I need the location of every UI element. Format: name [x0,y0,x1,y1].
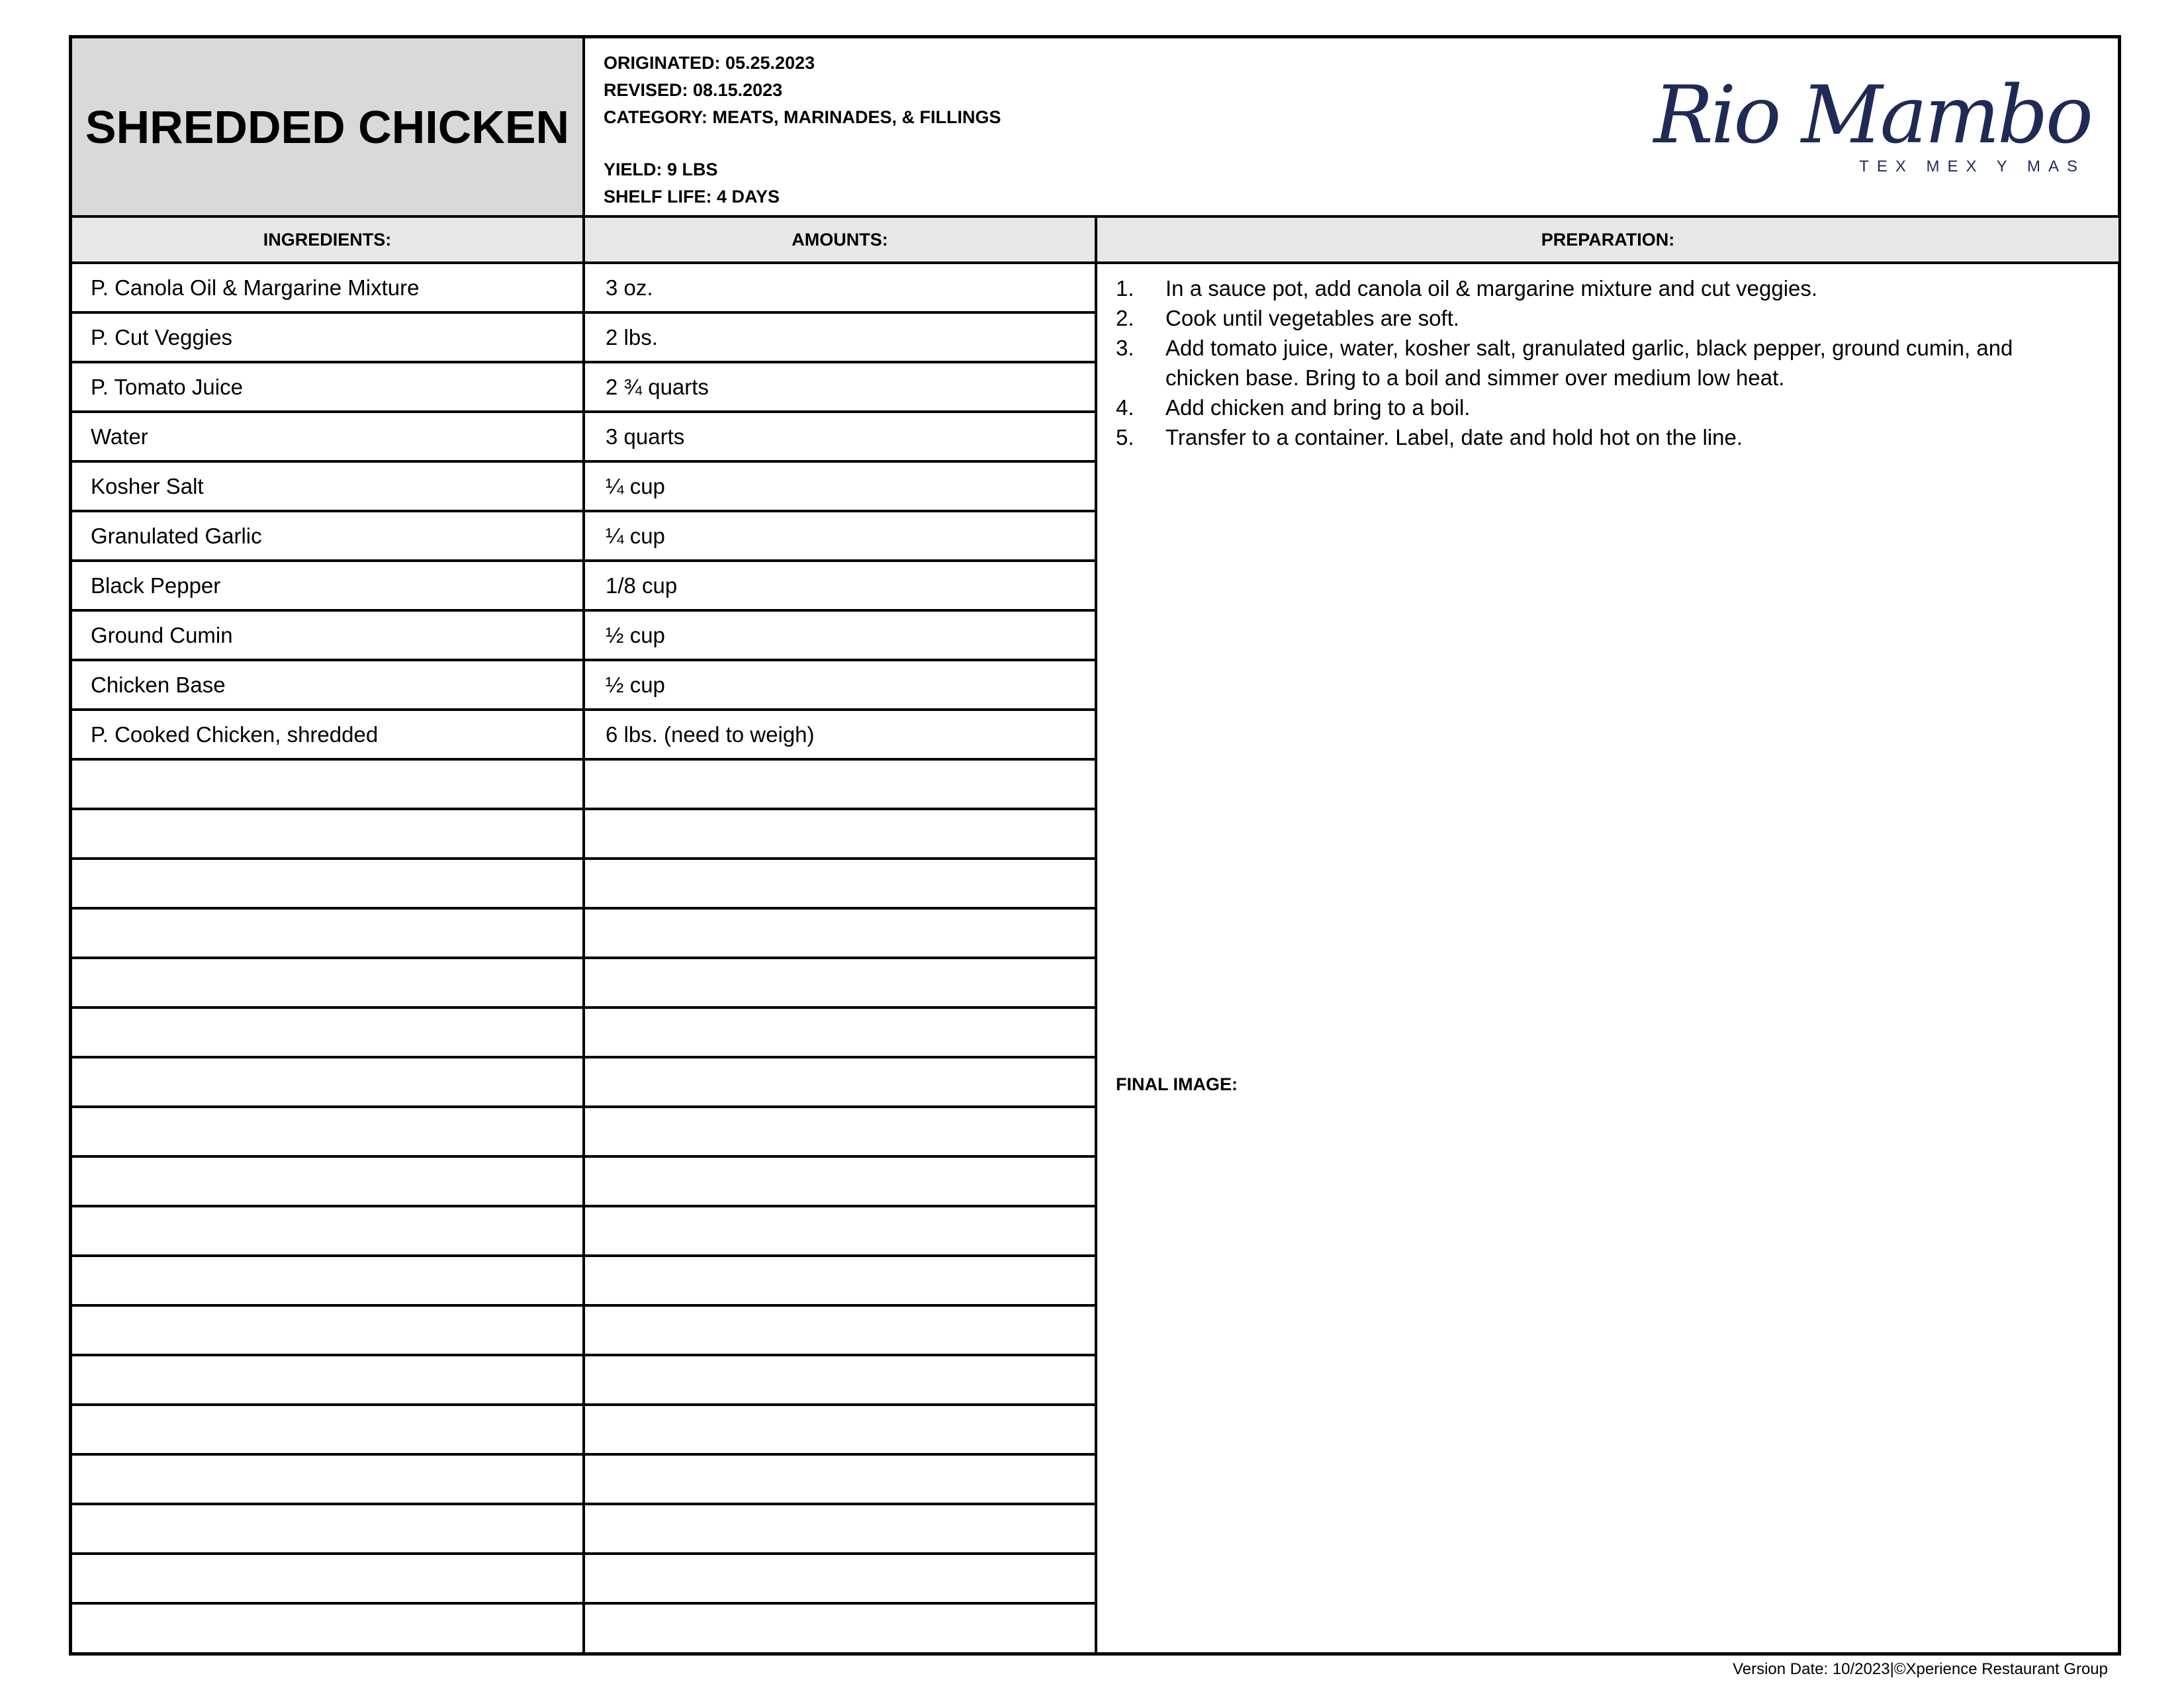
table-row [72,562,1097,612]
recipe-card [69,35,2121,1656]
amount-cell: ½ cup [585,661,1097,708]
ingredient-cell: Kosher Salt [72,463,585,510]
amount-cell [585,860,1097,907]
amount-cell [585,1356,1097,1403]
ingredient-cell: P. Cooked Chicken, shredded [72,711,585,758]
ingredient-cell [72,1108,585,1155]
ingredient-cell [72,1605,585,1654]
table-row [72,1307,1097,1356]
preparation-steps [1116,273,2089,452]
preparation-step [1116,273,2089,303]
logo-tagline: TEX MEX Y MAS [1859,158,2085,175]
ingredient-cell [72,810,585,857]
amount-cell: 6 lbs. (need to weigh) [585,711,1097,758]
ingredients-header: INGREDIENTS: [72,218,585,264]
ingredient-cell: Ground Cumin [72,612,585,659]
table-row [72,264,1097,314]
ingredient-cell [72,1555,585,1602]
version-footer: Version Date: 10/2023|©Xperience Restaurant Group [1733,1660,2108,1678]
step-text: Cook until vegetables are soft. [1165,306,1459,330]
amount-cell [585,761,1097,808]
amount-cell: 2 lbs. [585,314,1097,361]
table-row [72,1257,1097,1307]
ingredient-cell [72,1257,585,1304]
shelf-life: SHELF LIFE: 4 DAYS [604,187,780,207]
amount-cell [585,1555,1097,1602]
amount-cell: ¼ cup [585,463,1097,510]
final-image-label: FINAL IMAGE: [1116,1074,1238,1094]
revised-date: REVISED: 08.15.2023 [604,80,783,100]
table-row [72,860,1097,910]
ingredient-cell [72,1158,585,1205]
amount-cell [585,959,1097,1006]
table-row [72,363,1097,413]
table-row [72,314,1097,363]
ingredient-cell [72,1356,585,1403]
table-row [72,1406,1097,1456]
originated-date: ORIGINATED: 05.25.2023 [604,53,815,73]
amount-cell: 3 oz. [585,264,1097,311]
amount-cell [585,1207,1097,1254]
table-row [72,1605,1097,1654]
ingredient-cell [72,1207,585,1254]
ingredient-cell [72,761,585,808]
ingredient-cell [72,1406,585,1453]
amount-cell [585,810,1097,857]
yield: YIELD: 9 LBS [604,160,718,179]
amount-cell [585,1009,1097,1056]
table-row [72,1207,1097,1257]
amount-cell: ½ cup [585,612,1097,659]
category: CATEGORY: MEATS, MARINADES, & FILLINGS [604,107,1001,127]
step-number: 5. [1116,425,1134,449]
table-row [72,910,1097,959]
step-number: 3. [1116,336,1134,360]
amount-cell: 1/8 cup [585,562,1097,609]
ingredient-cell: P. Cut Veggies [72,314,585,361]
table-row [72,1009,1097,1058]
table-row [72,1505,1097,1555]
amount-cell: 2 ¾ quarts [585,363,1097,410]
preparation-step [1116,422,2089,452]
step-text: Transfer to a container. Label, date and hold hot on the line. [1165,425,1743,449]
amount-cell [585,1605,1097,1654]
amount-cell [585,1505,1097,1552]
amount-cell [585,910,1097,957]
step-text: In a sauce pot, add canola oil & margarine mixture and cut veggies. [1165,276,1818,301]
preparation-step [1116,393,2089,422]
preparation-cell [1097,264,2118,1653]
ingredient-cell [72,860,585,907]
table-row [72,463,1097,512]
ingredient-cell: Water [72,413,585,460]
ingredient-cell: Chicken Base [72,661,585,708]
ingredients-table [72,264,1097,1653]
table-row [72,810,1097,860]
table-row [72,661,1097,711]
amount-cell [585,1257,1097,1304]
table-row [72,1158,1097,1207]
step-text: Add tomato juice, water, kosher salt, granulated garlic, black pepper, ground cumin, and chicken base. Bring to a boil and simmer over medium low heat. [1165,336,2013,390]
step-number: 1. [1116,276,1134,301]
ingredient-cell [72,959,585,1006]
amount-cell [585,1456,1097,1503]
step-text: Add chicken and bring to a boil. [1165,395,1471,420]
table-row [72,612,1097,661]
amount-cell [585,1158,1097,1205]
table-row [72,1058,1097,1108]
table-row [72,1456,1097,1505]
ingredient-cell [72,910,585,957]
step-number: 4. [1116,395,1134,420]
table-row [72,1555,1097,1605]
table-row [72,1108,1097,1158]
logo-name: Rio Mambo [1653,70,2091,162]
table-row [72,959,1097,1009]
amount-cell: 3 quarts [585,413,1097,460]
ingredient-cell: Black Pepper [72,562,585,609]
table-row [72,512,1097,562]
step-number: 2. [1116,306,1134,330]
table-row [72,761,1097,810]
ingredient-cell [72,1058,585,1105]
amount-cell: ¼ cup [585,512,1097,559]
amount-cell [585,1108,1097,1155]
title-cell [72,38,585,218]
table-row [72,1356,1097,1406]
ingredient-cell [72,1505,585,1552]
amount-cell [585,1307,1097,1354]
preparation-step [1116,333,2089,393]
brand-logo [1653,70,2091,175]
ingredient-cell: Granulated Garlic [72,512,585,559]
amounts-header: AMOUNTS: [585,218,1097,264]
info-cell [585,38,2118,218]
preparation-step [1116,303,2089,333]
ingredient-cell [72,1456,585,1503]
ingredient-cell: P. Tomato Juice [72,363,585,410]
amount-cell [585,1406,1097,1453]
recipe-title: SHREDDED CHICKEN [85,101,570,153]
ingredient-cell: P. Canola Oil & Margarine Mixture [72,264,585,311]
preparation-header: PREPARATION: [1097,218,2118,264]
amount-cell [585,1058,1097,1105]
table-row [72,413,1097,463]
ingredient-cell [72,1307,585,1354]
ingredient-cell [72,1009,585,1056]
table-row [72,711,1097,761]
